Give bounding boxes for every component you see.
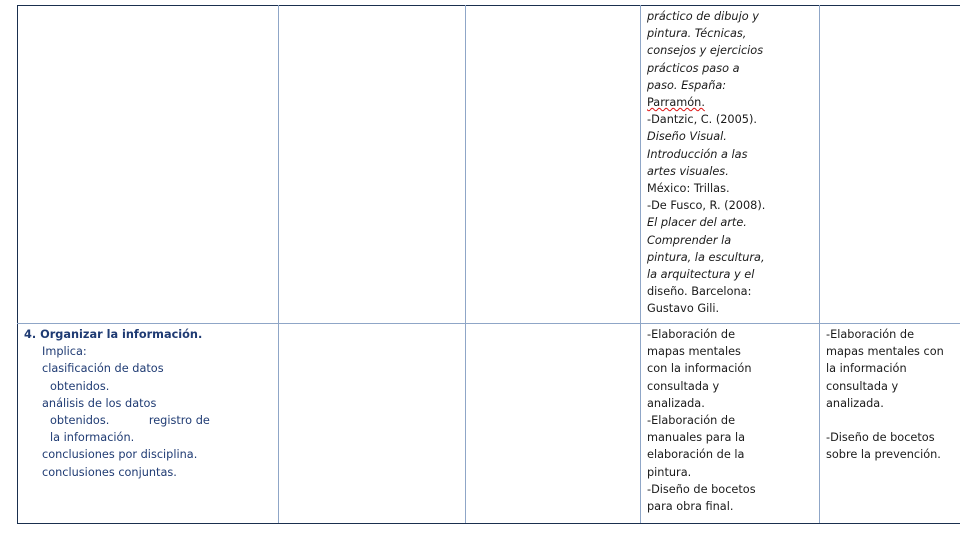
text-line: la información.: [50, 431, 135, 445]
text-line: con la información: [647, 362, 752, 376]
row1-col1-cell: [18, 6, 279, 324]
text-line: analizada.: [647, 396, 705, 410]
document-table-container: [17, 5, 945, 523]
text-line: Comprender la: [647, 233, 732, 247]
text-line: pintura. Técnicas,: [647, 27, 747, 41]
products-text: [826, 326, 960, 463]
text-line: conclusiones por disciplina.: [42, 448, 198, 462]
text-line: la información: [826, 362, 907, 376]
text-line: obtenidos.: [50, 379, 110, 393]
text-line: para obra final.: [647, 500, 734, 514]
row2-col2-cell: [279, 324, 466, 524]
text-line: Diseño Visual.: [647, 130, 727, 144]
text-line: -Elaboración de: [647, 414, 736, 428]
text-line: México: Trillas.: [647, 182, 730, 196]
text-line: artes visuales.: [647, 164, 729, 178]
text-line: clasificación de datos: [42, 362, 164, 376]
text-line: Introducción a las: [647, 147, 748, 161]
text-line: -Diseño de bocetos: [826, 431, 935, 445]
text-line: conclusiones conjuntas.: [42, 465, 177, 479]
text-line: pintura.: [647, 465, 692, 479]
text-line: [647, 94, 813, 111]
text-line: prácticos paso a: [647, 61, 740, 75]
text-line: consultada y: [826, 379, 899, 393]
row1-col3-cell: [466, 6, 641, 324]
text-line: -Dantzic, C. (2005).: [647, 113, 757, 127]
text-line: diseño. Barcelona:: [647, 285, 752, 299]
step-title: 4. Organizar la información.: [24, 328, 203, 341]
step-description: [24, 343, 272, 481]
row1-col4-cell: [641, 6, 820, 324]
text-line: consultada y: [647, 379, 720, 393]
text-line: analizada.: [826, 396, 884, 410]
row1-col5-cell: [820, 6, 960, 324]
text-line: Implica:: [42, 345, 87, 359]
activities-text: [647, 326, 813, 515]
planning-table: [17, 5, 960, 524]
text-line: -Elaboración de: [826, 328, 915, 341]
blank-line: [826, 412, 960, 429]
spellcheck-underlined-text: Parramón.: [647, 96, 705, 110]
row2-col1-cell: [18, 324, 279, 524]
row2-col5-cell: [820, 324, 960, 524]
row2-col4-cell: [641, 324, 820, 524]
text-line: obtenidos. registro de: [50, 414, 210, 428]
text-line: elaboración de la: [647, 448, 745, 462]
text-line: -Elaboración de: [647, 328, 736, 341]
text-line: El placer del arte.: [647, 216, 747, 230]
text-line: -De Fusco, R. (2008).: [647, 199, 766, 213]
text-line: sobre la prevención.: [826, 448, 941, 462]
row1-col2-cell: [279, 6, 466, 324]
text-line: -Diseño de bocetos: [647, 482, 756, 496]
text-line: paso. España:: [647, 78, 727, 92]
text-line: práctico de dibujo y: [647, 10, 759, 23]
text-line: Gustavo Gili.: [647, 302, 720, 316]
text-line: mapas mentales: [647, 345, 741, 359]
table-row: [18, 324, 960, 524]
text-line: la arquitectura y el: [647, 268, 755, 282]
text-line: mapas mentales con: [826, 345, 944, 359]
text-line: pintura, la escultura,: [647, 250, 765, 264]
text-line: análisis de los datos: [42, 396, 157, 410]
row2-col3-cell: [466, 324, 641, 524]
text-line: manuales para la: [647, 431, 746, 445]
text-line: consejos y ejercicios: [647, 44, 764, 58]
table-row: [18, 6, 960, 324]
bibliography-text: [647, 8, 813, 318]
